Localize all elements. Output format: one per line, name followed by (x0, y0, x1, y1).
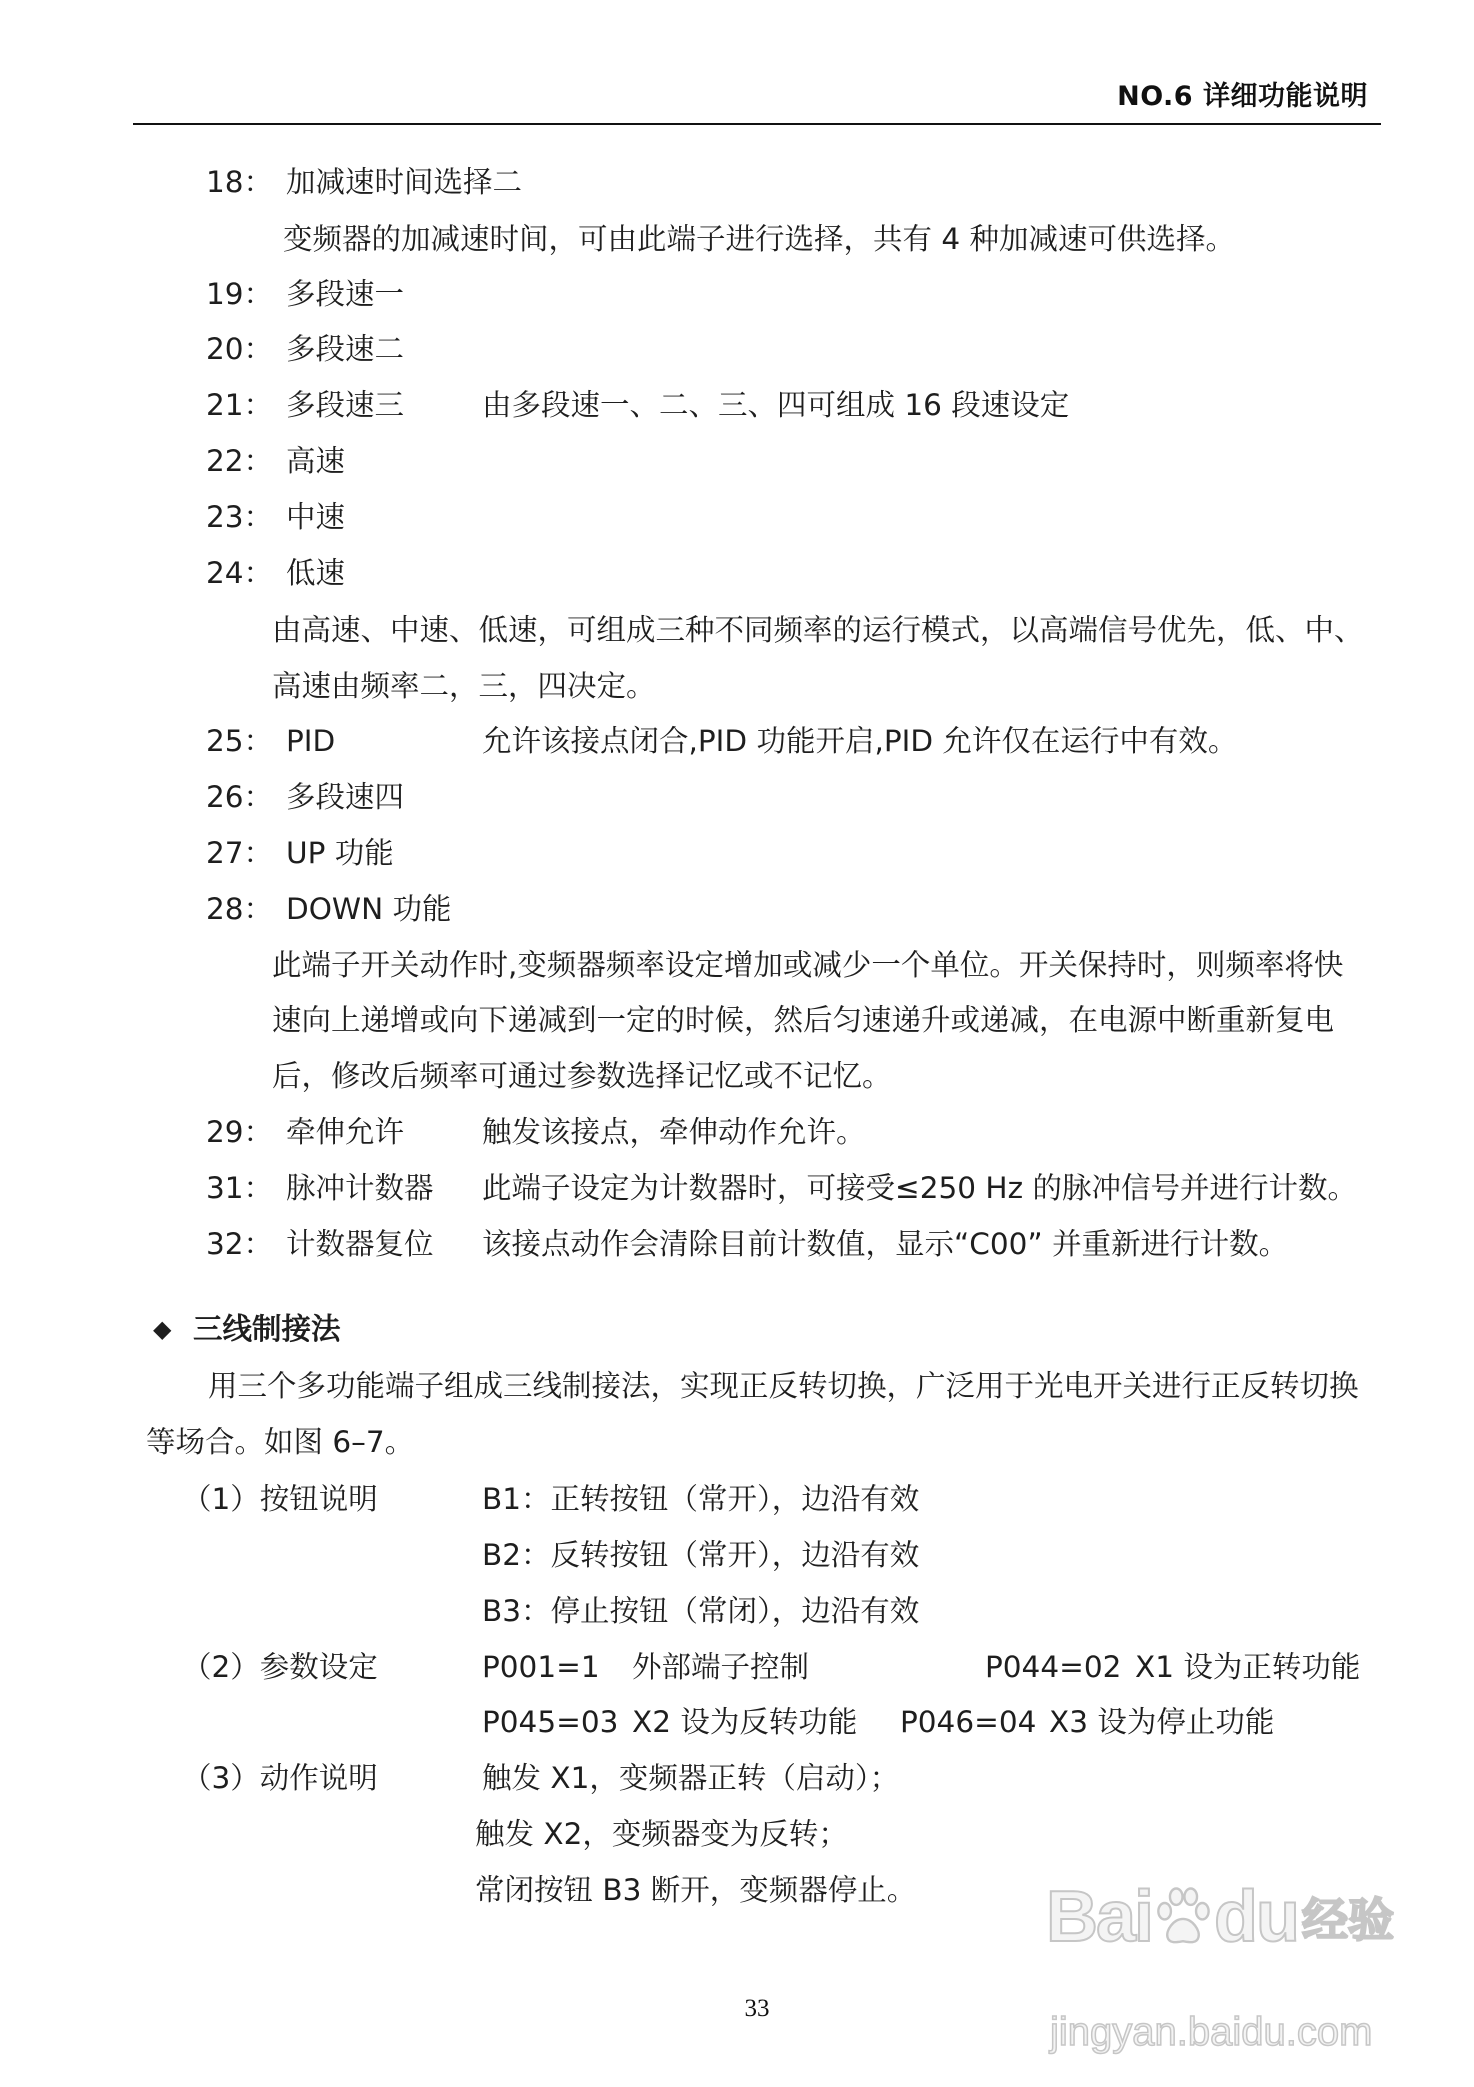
function-number: 20： (206, 332, 274, 366)
action-row-1 (0, 1758, 1474, 1798)
function-description: 由多段速一、二、三、四可组成 16 段速设定 (482, 388, 1070, 422)
function-item-19 (0, 274, 1474, 314)
button-description-row-1 (0, 1479, 1474, 1519)
button-description-row-3 (0, 1591, 1474, 1631)
function-number: 29： (206, 1115, 274, 1149)
parameter-meaning: 外部端子控制 (632, 1650, 810, 1684)
function-label: 多段速一 (286, 277, 405, 311)
parameter-code: P044=02 (985, 1650, 1122, 1684)
function-label: 多段速四 (286, 780, 405, 814)
function-number: 32： (206, 1227, 274, 1261)
function-number: 28： (206, 892, 274, 926)
watermark-brand-left: Bai (1046, 1877, 1153, 1957)
function-item-31 (0, 1168, 1474, 1208)
note-text: 此端子开关动作时,变频器频率设定增加或减少一个单位。开关保持时，则频率将快 (272, 948, 1344, 982)
intro-text: 等场合。如图 6–7。 (146, 1425, 415, 1459)
section-heading-three-wire (0, 1309, 1474, 1349)
action-line: 触发 X1，变频器正转（启动）； (482, 1761, 900, 1795)
function-number: 26： (206, 780, 274, 814)
subsection-label: （2）参数设定 (182, 1650, 378, 1684)
button-line: B2：反转按钮（常开），边沿有效 (482, 1538, 920, 1572)
parameter-meaning: X3 设为停止功能 (1049, 1705, 1275, 1739)
action-line: 常闭按钮 B3 断开，变频器停止。 (475, 1873, 917, 1907)
intro-line-2 (0, 1422, 1474, 1462)
action-line: 触发 X2，变频器变为反转； (475, 1817, 848, 1851)
function-label: 多段速二 (286, 332, 405, 366)
function-item-26 (0, 777, 1474, 817)
function-number: 19： (206, 277, 274, 311)
function-label: UP 功能 (286, 836, 394, 870)
function-number: 22： (206, 444, 274, 478)
function-description: 允许该接点闭合,PID 功能开启,PID 允许仅在运行中有效。 (482, 724, 1238, 758)
note-text: 变频器的加减速时间，可由此端子进行选择，共有 4 种加减速可供选择。 (283, 222, 1236, 256)
watermark-url: jingyan.baidu.com (1050, 2010, 1373, 2054)
function-number: 31： (206, 1171, 274, 1205)
function-number: 18： (206, 165, 274, 199)
parameter-code: P045=03 (482, 1705, 619, 1739)
note-text: 后，修改后频率可通过参数选择记忆或不记忆。 (272, 1059, 892, 1093)
button-line: B3：停止按钮（常闭），边沿有效 (482, 1594, 920, 1628)
function-item-29 (0, 1112, 1474, 1152)
function-number: 27： (206, 836, 274, 870)
function-label: 低速 (286, 556, 346, 590)
function-item-25 (0, 721, 1474, 761)
function-item-21 (0, 385, 1474, 425)
function-number: 21： (206, 388, 274, 422)
subsection-label: （1）按钮说明 (182, 1482, 378, 1516)
note-up-down-line-1 (0, 945, 1474, 985)
button-line: B1：正转按钮（常开），边沿有效 (482, 1482, 920, 1516)
note-speed-modes-line-2 (0, 666, 1474, 706)
page-number: 33 (744, 1995, 770, 2022)
function-label: 计数器复位 (286, 1227, 434, 1261)
note-text: 由高速、中速、低速，可组成三种不同频率的运行模式，以高端信号优先，低、中、 (272, 613, 1364, 647)
function-number: 24： (206, 556, 274, 590)
function-label: 高速 (286, 444, 346, 478)
note-text: 高速由频率二，三，四决定。 (272, 669, 656, 703)
function-label: 脉冲计数器 (286, 1171, 434, 1205)
note-text: 速向上递增或向下递减到一定的时候，然后匀速递升或递减，在电源中断重新复电 (272, 1003, 1335, 1037)
function-item-20 (0, 329, 1474, 369)
parameter-meaning: X1 设为正转功能 (1135, 1650, 1361, 1684)
function-item-24 (0, 553, 1474, 593)
function-label: DOWN 功能 (286, 892, 452, 926)
function-item-27 (0, 833, 1474, 873)
function-description: 此端子设定为计数器时，可接受≤250 Hz 的脉冲信号并进行计数。 (482, 1171, 1357, 1205)
function-label: 加减速时间选择二 (286, 165, 523, 199)
parameter-code: P046=04 (900, 1705, 1037, 1739)
subsection-label: （3）动作说明 (182, 1761, 378, 1795)
watermark-brand-cn: 经验 (1302, 1893, 1395, 1947)
function-label: 中速 (286, 500, 346, 534)
function-label: PID (286, 724, 336, 758)
function-label: 多段速三 (286, 388, 405, 422)
function-item-28 (0, 889, 1474, 929)
function-item-32 (0, 1224, 1474, 1264)
note-speed-modes-line-1 (0, 610, 1474, 650)
function-number: 25： (206, 724, 274, 758)
function-description: 该接点动作会清除目前计数值，显示“C00” 并重新进行计数。 (482, 1227, 1289, 1261)
parameter-meaning: X2 设为反转功能 (632, 1705, 858, 1739)
action-row-2 (0, 1814, 1474, 1854)
parameter-row-1 (0, 1647, 1474, 1687)
function-description: 触发该接点，牵伸动作允许。 (482, 1115, 866, 1149)
function-item-22 (0, 441, 1474, 481)
chapter-title: NO.6 详细功能说明 (1117, 81, 1368, 112)
note-accel-decel (0, 219, 1474, 259)
function-item-18 (0, 162, 1474, 202)
function-number: 23： (206, 500, 274, 534)
intro-line-1 (0, 1366, 1474, 1406)
function-item-23 (0, 497, 1474, 537)
paw-icon (1154, 1886, 1212, 1948)
header-rule (133, 123, 1381, 125)
diamond-bullet-icon: ◆ (153, 1315, 172, 1343)
intro-text: 用三个多功能端子组成三线制接法，实现正反转切换，广泛用于光电开关进行正反转切换 (208, 1369, 1359, 1403)
note-up-down-line-2 (0, 1000, 1474, 1040)
parameter-row-2 (0, 1702, 1474, 1742)
parameter-code: P001=1 (482, 1650, 600, 1684)
section-heading: 三线制接法 (193, 1312, 341, 1346)
button-description-row-2 (0, 1535, 1474, 1575)
note-up-down-line-3 (0, 1056, 1474, 1096)
watermark-brand-right: du (1214, 1877, 1299, 1957)
baidu-jingyan-watermark (1046, 1860, 1394, 1960)
function-label: 牵伸允许 (286, 1115, 405, 1149)
